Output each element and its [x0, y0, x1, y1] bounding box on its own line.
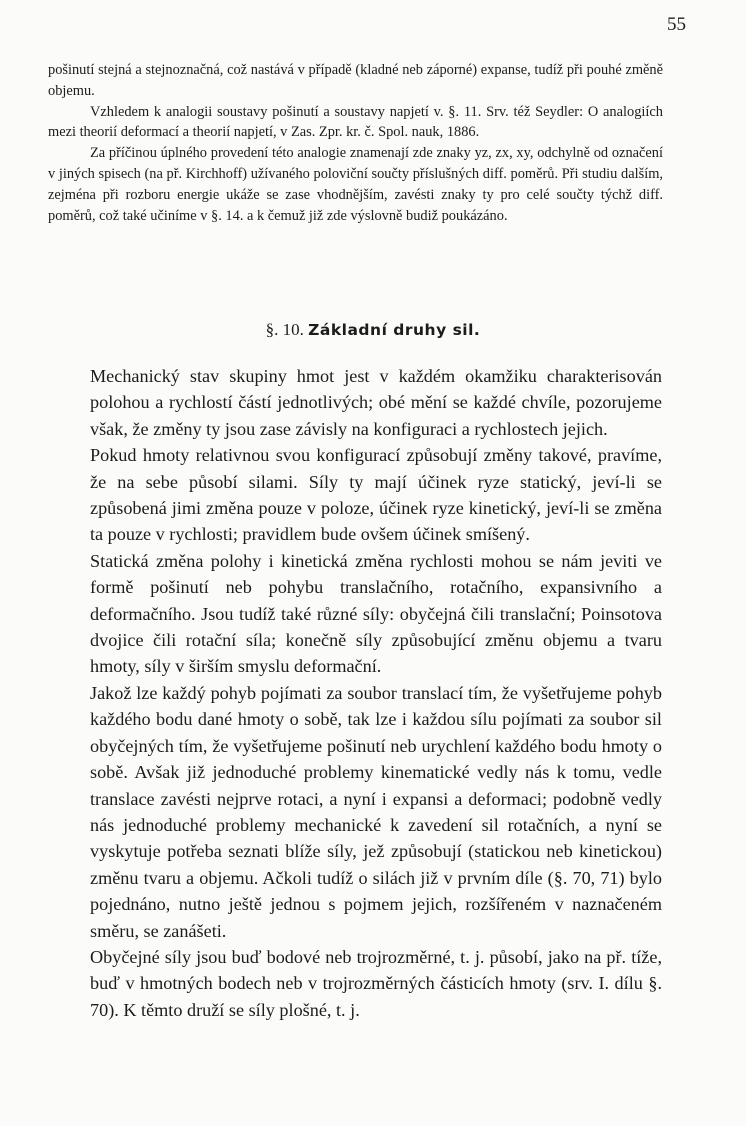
section-title: Základní druhy sil.: [308, 321, 481, 339]
footnote-paragraph: Za příčinou úplného provedení této analogie znamenají zde znaky yz, zx, xy, odchylně od označení v jiných spisech (na př. Kirchhoff) užívaného poloviční součty příslušných diff. poměrů. Při studiu dalším, zejména při rozboru energie ukáže se zase vhodnějším, zavésti znaky ty pro celé součty týchž diff. poměrů, což také učiníme v §. 14. a k čemuž již zde výslovně budiž poukázáno.: [48, 145, 663, 224]
page-number: 55: [667, 14, 686, 35]
section-number: §. 10.: [265, 320, 304, 339]
body-paragraph: Pokud hmoty relativnou svou konfigurací způsobují změny takové, pravíme, že na sebe působí silami. Síly ty mají účinek ryze statický, jeví-li se způsobená jimi změna pouze v poloze, účinek ryze kinetický, jeví-li se změna ta pouze v rychlosti; pravidlem bude ovšem účinek smíšený.: [90, 445, 662, 545]
body-paragraph: Jakož lze každý pohyb pojímati za soubor translací tím, že vyšetřujeme pohyb každého bodu dané hmoty o sobě, tak lze i každou sílu pojímati za soubor sil obyčejných tím, že vyšetřujeme pošinutí neb urychlení každého bodu hmoty o sobě. Avšak již jednoduché problemy kinematické vedly nás k tomu, vedle translace zavésti nejprve rotaci, a nyní i expansi a deformaci; podobně vedly nás jednoduché problemy mechanické k zavedení sil rotačních, a nyní se vyskytuje potřeba seznati blíže síly, jež způsobují (statickou neb kinetickou) změnu tvaru a objemu. Ačkoli tudíž o silách již v prvním díle (§. 70, 71) bylo pojednáno, nutno ještě jednou s pojmem jejich, rozšířeném v naznačeném směru, se zanášeti.: [90, 682, 662, 941]
footnote-paragraph: pošinutí stejná a stejnoznačná, což nastává v případě (kladné neb záporné) expanse, tudíž při pouhé změně objemu.: [48, 62, 663, 99]
section-heading: [0, 320, 746, 340]
footnote-paragraph: Vzhledem k analogii soustavy pošinutí a soustavy napjetí v. §. 11. Srv. též Seydler: O analogiích mezi theorií deformací a theorií napjetí, v Zas. Zpr. kr. č. Spol. nauk, 1886.: [48, 103, 663, 141]
body-paragraph: Mechanický stav skupiny hmot jest v každém okamžiku charakterisován polohou a rychlostí částí jednotlivých; obé mění se každé chvíle, pozorujeme však, že změny ty jsou zase závisly na konfiguraci a rychlostech jejich.: [90, 366, 662, 439]
body-paragraph: Statická změna polohy i kinetická změna rychlosti mohou se nám jeviti ve formě pošinutí neb pohybu translačního, rotačního, expansivního a deformačního. Jsou tudíž také různé síly: obyčejná čili translační; Poinsotova dvojice čili rotační síla; konečně síly způsobující změnu objemu a tvaru hmoty, síly v širším smyslu deformační.: [90, 550, 662, 677]
body-paragraph: Obyčejné síly jsou buď bodové neb trojrozměrné, t. j. působí, jako na př. tíže, buď v hmotných bodech neb v trojrozměrných částicích hmoty (srv. I. dílu §. 70). K těmto druží se síly plošné, t. j.: [90, 946, 662, 1020]
body-text: [90, 363, 662, 1023]
footnote-block: [48, 60, 663, 226]
